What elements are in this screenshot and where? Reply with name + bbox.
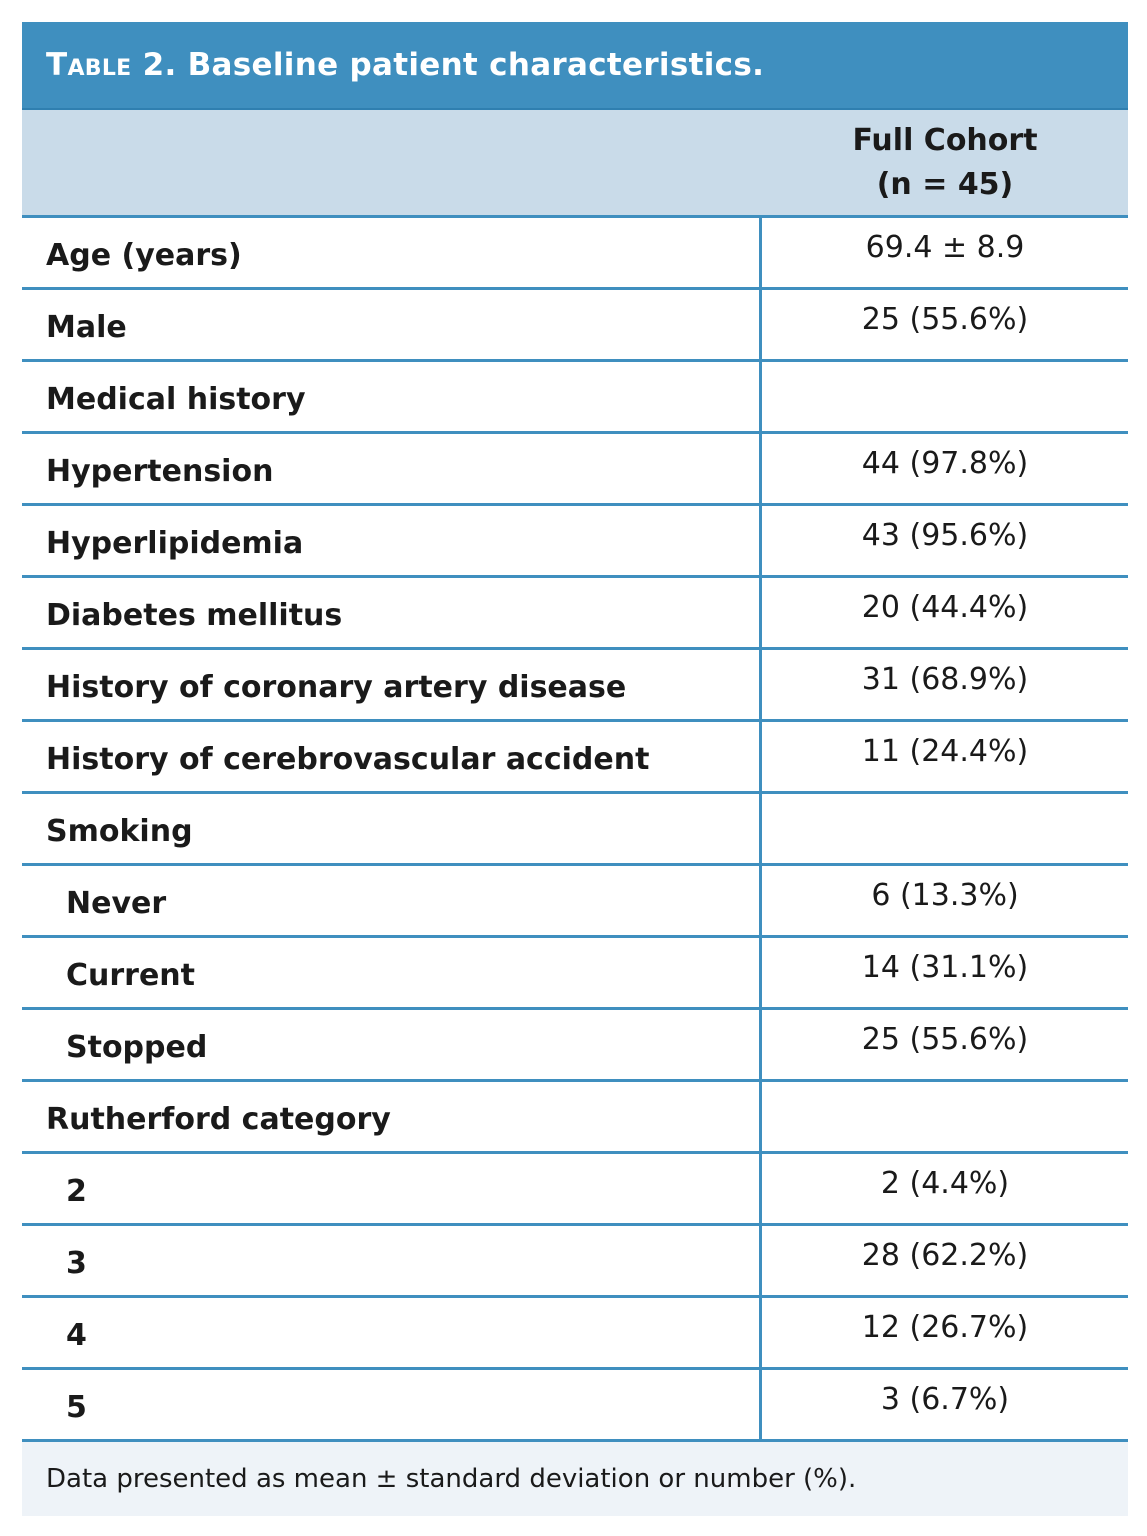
table-title [46, 47, 764, 83]
row-label: Smoking [22, 794, 762, 863]
header-empty-cell [22, 110, 762, 215]
table-row [22, 794, 1128, 866]
table-row [22, 650, 1128, 722]
table-row [22, 938, 1128, 1010]
table-row [22, 434, 1128, 506]
row-value [762, 794, 1128, 863]
table-row [22, 578, 1128, 650]
row-value [762, 362, 1128, 431]
row-value: 31 (68.9%) [861, 662, 1029, 697]
row-value: 2 (4.4%) [880, 1166, 1010, 1201]
table-row [22, 1370, 1128, 1442]
table-row [22, 1226, 1128, 1298]
table-row [22, 1082, 1128, 1154]
row-label: 3 [22, 1226, 762, 1295]
table-row [22, 506, 1128, 578]
row-value: 20 (44.4%) [861, 590, 1029, 625]
row-value: 25 (55.6%) [861, 1022, 1029, 1057]
table-row [22, 1298, 1128, 1370]
row-label: 5 [22, 1370, 762, 1439]
row-label: 4 [22, 1298, 762, 1367]
baseline-characteristics-table [22, 22, 1128, 1516]
row-value: 11 (24.4%) [861, 734, 1029, 769]
row-value: 44 (97.8%) [861, 446, 1029, 481]
table-row [22, 722, 1128, 794]
row-value: 69.4 ± 8.9 [865, 230, 1025, 265]
row-value [762, 1082, 1128, 1151]
table-title-prefix: Table 2. [46, 47, 177, 83]
column-header-full-cohort [762, 110, 1128, 215]
column-header-line2: (n = 45) [876, 166, 1014, 202]
table-header-row [22, 110, 1128, 218]
row-value: 14 (31.1%) [861, 950, 1029, 985]
row-label: Never [22, 866, 762, 935]
column-header-line1: Full Cohort [852, 122, 1038, 158]
row-value: 28 (62.2%) [861, 1238, 1029, 1273]
table-body [22, 218, 1128, 1442]
table-title-bar [22, 22, 1128, 110]
row-value: 25 (55.6%) [861, 302, 1029, 337]
row-label: Hyperlipidemia [22, 506, 762, 575]
row-label: Age (years) [22, 218, 762, 287]
row-label: Hypertension [22, 434, 762, 503]
row-label: 2 [22, 1154, 762, 1223]
row-label: Current [22, 938, 762, 1007]
row-label: History of cerebrovascular accident [22, 722, 762, 791]
table-row [22, 866, 1128, 938]
table-row [22, 290, 1128, 362]
table-row [22, 1010, 1128, 1082]
row-label: Diabetes mellitus [22, 578, 762, 647]
row-value: 43 (95.6%) [861, 518, 1029, 553]
table-row [22, 1154, 1128, 1226]
row-label: Male [22, 290, 762, 359]
row-value: 3 (6.7%) [880, 1382, 1010, 1417]
table-title-text: Baseline patient characteristics. [187, 47, 765, 83]
table-row [22, 362, 1128, 434]
table-footnote: Data presented as mean ± standard deviation or number (%). [22, 1442, 1128, 1516]
row-label: Medical history [22, 362, 762, 431]
row-label: Rutherford category [22, 1082, 762, 1151]
table-row [22, 218, 1128, 290]
row-value: 6 (13.3%) [871, 878, 1019, 913]
row-value: 12 (26.7%) [861, 1310, 1029, 1345]
row-label: Stopped [22, 1010, 762, 1079]
row-label: History of coronary artery disease [22, 650, 762, 719]
